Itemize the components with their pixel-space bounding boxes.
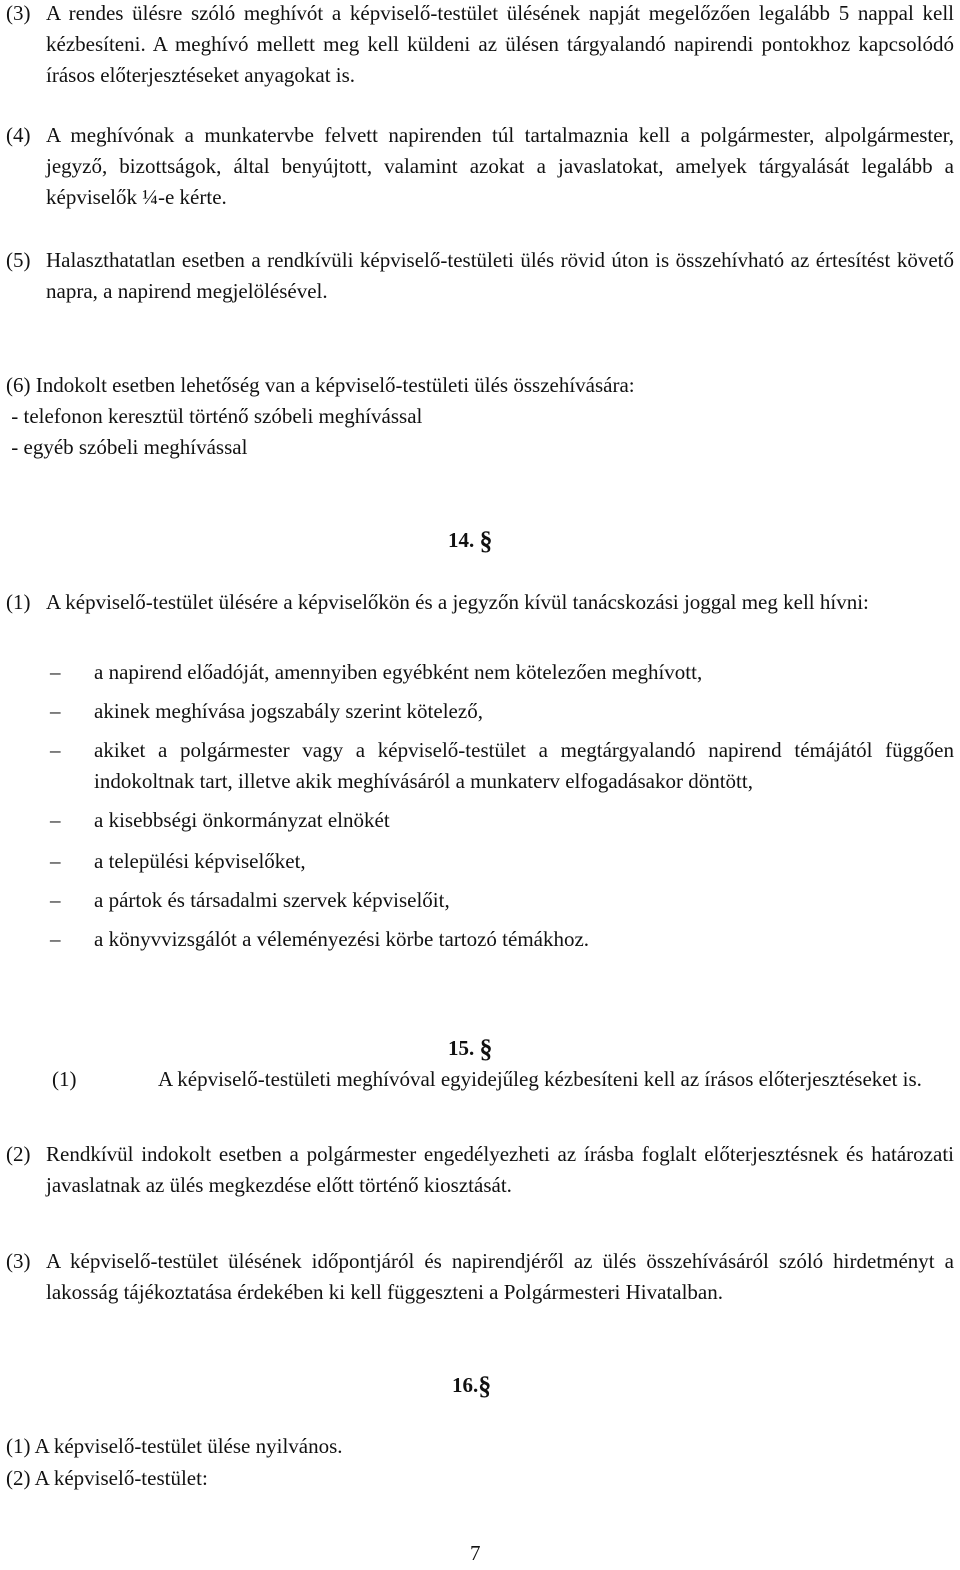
dash-list [46, 657, 954, 955]
dash-bullet: – [50, 738, 61, 762]
paragraph-text: A képviselő-testület ülésére a képviselőkön és a jegyzőn kívül tanácskozási joggal meg kell hívni: [46, 590, 869, 614]
paragraph-line: (2) A képviselő-testület: [6, 1466, 208, 1490]
list-item [46, 846, 954, 877]
paragraph-13-6 [6, 370, 954, 463]
list-item-text: akinek meghívása jogszabály szerint kötelező, [94, 699, 483, 723]
dash-bullet: – [50, 888, 61, 912]
list-item-text: a könyvvizsgálót a véleményezési körbe tartozó témákhoz. [94, 927, 590, 951]
paragraph-text: Rendkívül indokolt esetben a polgármester engedélyezheti az írásba foglalt előterjesztésnek és határozati javaslatnak az ülés megkezdése előtt történő kiosztását. [46, 1142, 954, 1197]
paragraph-number: (5) [6, 248, 31, 272]
list-item [46, 805, 954, 836]
list-item [46, 924, 954, 955]
invitee-list [46, 657, 954, 963]
paragraph-15-1 [6, 1064, 954, 1095]
paragraph-text: Halaszthatatlan esetben a rendkívüli képviselő-testületi ülés rövid úton is összehívható az értesítést követő napra, a napirend megjelölésével. [46, 248, 954, 303]
paragraph-15-3 [6, 1246, 954, 1308]
list-item-text: a napirend előadóját, amennyiben egyébként nem kötelezően meghívott, [94, 660, 703, 684]
paragraph-15-2 [6, 1139, 954, 1201]
dash-bullet: – [50, 808, 61, 832]
paragraph-line: - egyéb szóbeli meghívással [6, 435, 248, 459]
section-heading-14 [448, 525, 493, 556]
section-heading-16 [452, 1370, 491, 1401]
dash-bullet: – [50, 927, 61, 951]
paragraph-13-4 [6, 120, 954, 213]
list-item [46, 696, 954, 727]
paragraph-line: (1) A képviselő-testület ülése nyilvános. [6, 1434, 343, 1458]
paragraph-16-2 [6, 1463, 954, 1494]
paragraph-16-1 [6, 1431, 954, 1462]
list-item-text: a települési képviselőket, [94, 849, 306, 873]
paragraph-number: (2) [6, 1142, 31, 1166]
section-number: 16. [452, 1373, 479, 1397]
paragraph-line: (6) Indokolt esetben lehetőség van a képviselő-testületi ülés összehívására: [6, 373, 635, 397]
paragraph-number: (1) [52, 1067, 77, 1091]
paragraph-number: (3) [6, 1249, 31, 1273]
dash-bullet: – [50, 660, 61, 684]
paragraph-number: (1) [6, 590, 31, 614]
dash-bullet: – [50, 699, 61, 723]
paragraph-number: (4) [6, 123, 31, 147]
section-symbol: § [478, 1371, 492, 1400]
list-item-text: akiket a polgármester vagy a képviselő-testület a megtárgyalandó napirend témájától függően indokoltnak tart, illetve akik meghívásáról a munkaterv elfogadásakor döntött, [94, 738, 954, 793]
section-symbol: § [479, 1034, 493, 1063]
list-item [46, 885, 954, 916]
list-item [46, 735, 954, 797]
section-heading-15 [448, 1033, 493, 1064]
paragraph-13-3 [6, 0, 954, 91]
paragraph-text: A meghívónak a munkatervbe felvett napirenden túl tartalmaznia kell a polgármester, alpolgármester, jegyző, bizottságok, által benyújtott, valamint azokat a javaslatokat, amelyek tárgyalását legalább a képviselők ¼-e kérte. [46, 123, 954, 209]
dash-bullet: – [50, 849, 61, 873]
paragraph-13-5 [6, 245, 954, 307]
section-number: 15. [448, 1036, 475, 1060]
paragraph-number: (3) [6, 1, 31, 25]
paragraph-14-1 [6, 587, 954, 618]
paragraph-text: A képviselő-testületi meghívóval egyidejűleg kézbesíteni kell az írásos előterjesztéseket is. [158, 1067, 922, 1091]
paragraph-text: A rendes ülésre szóló meghívót a képviselő-testület ülésének napját megelőzően legalább 5 nappal kell kézbesíteni. A meghívó mellett meg kell küldeni az ülésen tárgyalandó napirendi pontokhoz kapcsolódó írásos előterjesztéseket anyagokat is. [46, 1, 954, 87]
list-item-text: a pártok és társadalmi szervek képviselőit, [94, 888, 450, 912]
page-number: 7 [470, 1541, 481, 1565]
list-item [46, 657, 954, 688]
list-item-text: a kisebbségi önkormányzat elnökét [94, 808, 390, 832]
paragraph-line: - telefonon keresztül történő szóbeli meghívással [6, 404, 423, 428]
section-symbol: § [479, 526, 493, 555]
section-number: 14. [448, 528, 475, 552]
paragraph-text: A képviselő-testület ülésének időpontjáról és napirendjéről az ülés összehívásáról szóló hirdetményt a lakosság tájékoztatása érdekében ki kell függeszteni a Polgármesteri Hivatalban. [46, 1249, 954, 1304]
